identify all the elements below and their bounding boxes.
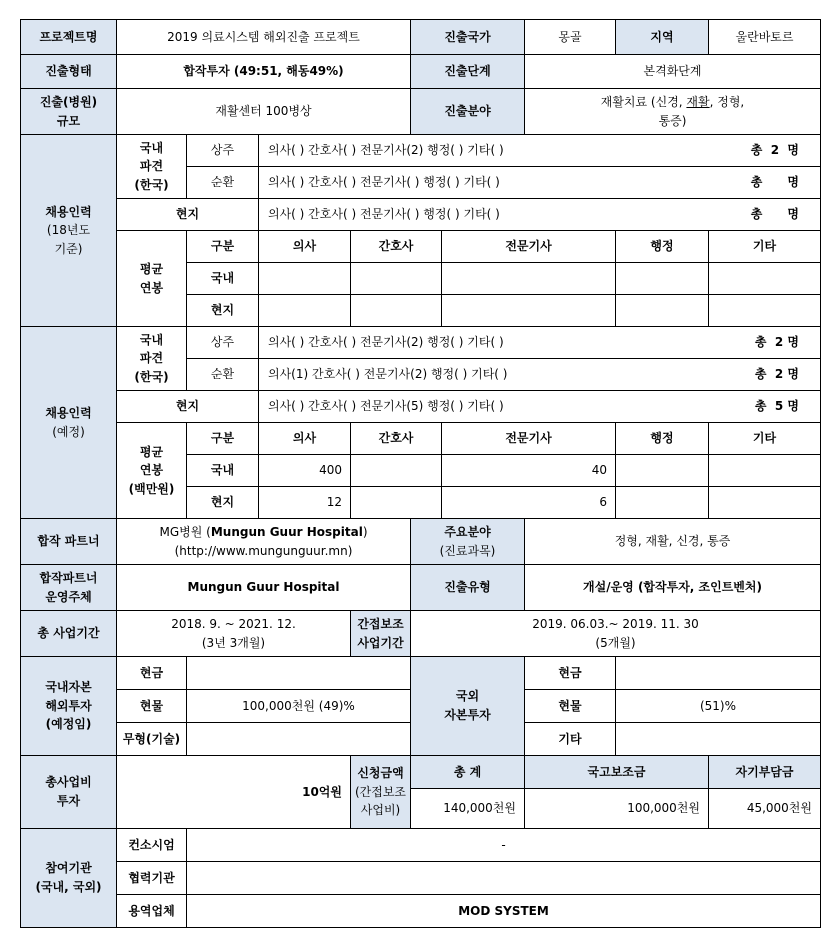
recruit-2018-local-nurse: [351, 295, 442, 327]
recruit-plan-local-doctor: 12: [259, 487, 351, 519]
recruit-plan-resident-row: [259, 327, 821, 359]
domestic-capital-label-3: (예정임): [45, 717, 92, 732]
entry-field-text-2: , 정형,: [709, 94, 745, 109]
recruit-2018-local-doctor: [259, 295, 351, 327]
recruit-2018-label-3: 기준): [54, 241, 83, 256]
recruit-plan-local-admin: [616, 487, 709, 519]
recruit-plan-local-other: [709, 487, 821, 519]
recruit-plan-local-label: 현지: [117, 391, 259, 423]
service-vendor-value: MOD SYSTEM: [187, 895, 821, 928]
recruit-plan-label: [21, 327, 117, 519]
budget-self-value: 45,000천원: [709, 789, 821, 829]
recruit-2018-dispatch-2: 파견: [139, 159, 164, 174]
recruit-2018-resident-row: [259, 135, 821, 167]
recruit-2018-header-doctor: 의사: [259, 231, 351, 263]
total-period-duration: (3년 3개월): [201, 635, 266, 650]
consortium-value: -: [187, 829, 821, 862]
recruit-plan-domestic-other: [709, 455, 821, 487]
recruit-plan-local-text: 의사( ) 간호사( ) 전문기사(5) 행정( ) 기타( ): [268, 399, 504, 414]
foreign-other-label: 기타: [525, 723, 616, 756]
foreign-capital-label-1: 국외: [455, 689, 480, 704]
recruit-2018-row-domestic: 국내: [187, 263, 259, 295]
main-field-label-2: (진료과목): [439, 543, 496, 558]
recruit-plan-local-row: [259, 391, 821, 423]
recruit-2018-local-text: 의사( ) 간호사( ) 전문기사( ) 행정( ) 기타( ): [268, 207, 500, 222]
recruit-2018-salary-2: 연봉: [139, 280, 164, 295]
budget-header-total: 총 계: [411, 756, 525, 789]
indirect-period-label-1: 간접보조: [357, 616, 404, 631]
project-name-label: 프로젝트명: [21, 20, 117, 55]
operator-label-2: 운영주체: [45, 589, 92, 604]
entry-field-label: 진출분야: [411, 89, 525, 135]
total-period-range: 2018. 9. ~ 2021. 12.: [171, 616, 296, 631]
main-field-value: 정형, 재활, 신경, 통증: [525, 519, 821, 565]
recruit-2018-rotation-total: 총 명: [750, 175, 799, 190]
recruit-plan-dispatch-3: (한국): [134, 369, 169, 384]
foreign-cash-label: 현금: [525, 657, 616, 690]
service-vendor-label: 용역업체: [117, 895, 187, 928]
cooperating-org-label: 협력기관: [117, 862, 187, 895]
entry-field-text-3: 통증): [658, 113, 687, 128]
domestic-kind-label: 현물: [117, 690, 187, 723]
recruit-plan-domestic-doctor: 400: [259, 455, 351, 487]
operator-label: [21, 565, 117, 611]
recruit-2018-local-row: [259, 199, 821, 231]
foreign-other-value: [616, 723, 821, 756]
total-budget-label-1: 총사업비: [45, 775, 92, 790]
recruit-2018-header-other: 기타: [709, 231, 821, 263]
budget-header-self: 자기부담금: [709, 756, 821, 789]
region-value: 울란바토르: [709, 20, 821, 55]
total-period-value: [117, 611, 351, 657]
partner-name-english: Mungun Guur Hospital: [210, 524, 363, 539]
entry-stage-value: 본격화단계: [525, 55, 821, 89]
recruit-2018-domestic-other: [709, 263, 821, 295]
recruit-plan-local-total: 총 5 명: [754, 399, 799, 414]
operator-label-1: 합작파트너: [39, 570, 98, 585]
recruit-2018-rotation-label: 순환: [187, 167, 259, 199]
recruit-plan-resident-text: 의사( ) 간호사( ) 전문기사(2) 행정( ) 기타( ): [268, 335, 504, 350]
recruit-plan-dispatch-1: 국내: [139, 332, 164, 347]
recruit-plan-rotation-row: [259, 359, 821, 391]
recruit-plan-rotation-label: 순환: [187, 359, 259, 391]
indirect-period-duration: (5개월): [595, 635, 636, 650]
cooperating-org-value: [187, 862, 821, 895]
recruit-2018-label-2: (18년도: [46, 223, 91, 238]
recruit-2018-header-admin: 행정: [616, 231, 709, 263]
recruit-2018-dispatch-label: [117, 135, 187, 199]
budget-total-value: 140,000천원: [411, 789, 525, 829]
recruit-2018-local-other: [709, 295, 821, 327]
project-info-form: [20, 19, 821, 928]
hospital-scale-value: 재활센터 100병상: [117, 89, 411, 135]
main-field-label-1: 주요분야: [444, 524, 491, 539]
apply-amount-label: [351, 756, 411, 829]
foreign-cash-value: [616, 657, 821, 690]
entry-type-value: 합작투자 (49:51, 해동49%): [117, 55, 411, 89]
recruit-plan-header-other: 기타: [709, 423, 821, 455]
recruit-2018-domestic-nurse: [351, 263, 442, 295]
partner-label: 합작 파트너: [21, 519, 117, 565]
recruit-plan-salary-1: 평균: [139, 444, 164, 459]
recruit-2018-resident-text: 의사( ) 간호사( ) 전문기사(2) 행정( ) 기타( ): [268, 143, 504, 158]
recruit-2018-domestic-engineer: [442, 263, 616, 295]
domestic-kind-value: 100,000천원 (49)%: [187, 690, 411, 723]
main-field-label: [411, 519, 525, 565]
recruit-plan-row-domestic: 국내: [187, 455, 259, 487]
recruit-2018-rotation-text: 의사( ) 간호사( ) 전문기사( ) 행정( ) 기타( ): [268, 175, 500, 190]
recruit-plan-rotation-text: 의사(1) 간호사( ) 전문기사(2) 행정( ) 기타( ): [268, 367, 508, 382]
consortium-label: 컨소시엄: [117, 829, 187, 862]
recruit-2018-domestic-doctor: [259, 263, 351, 295]
participants-label: [21, 829, 117, 928]
indirect-period-range: 2019. 06.03.~ 2019. 11. 30: [532, 616, 699, 631]
recruit-plan-domestic-admin: [616, 455, 709, 487]
recruit-plan-local-nurse: [351, 487, 442, 519]
recruit-2018-local-engineer: [442, 295, 616, 327]
target-country-label: 진출국가: [411, 20, 525, 55]
partner-value: [117, 519, 411, 565]
apply-amount-label-2: (간접보조: [354, 784, 407, 799]
entry-stage-label: 진출단계: [411, 55, 525, 89]
recruit-2018-salary-label: [117, 231, 187, 327]
recruit-2018-local-label: 현지: [117, 199, 259, 231]
recruit-plan-label-1: 채용인력: [45, 405, 92, 420]
recruit-2018-resident-total: 총 2 명: [750, 143, 799, 158]
foreign-kind-label: 현물: [525, 690, 616, 723]
recruit-2018-row-local: 현지: [187, 295, 259, 327]
total-budget-label-2: 투자: [56, 794, 81, 808]
entry-field-value: [525, 89, 821, 135]
recruit-plan-header-category: 구분: [187, 423, 259, 455]
partner-name-suffix: ): [362, 524, 368, 539]
recruit-plan-header-nurse: 간호사: [351, 423, 442, 455]
indirect-period-label-2: 사업기간: [357, 635, 404, 650]
recruit-plan-salary-2: 연봉: [139, 463, 164, 478]
recruit-2018-local-admin: [616, 295, 709, 327]
recruit-2018-dispatch-3: (한국): [134, 177, 169, 192]
recruit-2018-header-nurse: 간호사: [351, 231, 442, 263]
recruit-plan-header-engineer: 전문기사: [442, 423, 616, 455]
total-period-label: 총 사업기간: [21, 611, 117, 657]
domestic-intangible-value: [187, 723, 411, 756]
recruit-2018-salary-1: 평균: [139, 261, 164, 276]
partner-name-prefix: MG병원 (: [159, 524, 211, 539]
entry-model-value: 개설/운영 (합작투자, 조인트벤처): [525, 565, 821, 611]
total-budget-value: 10억원: [117, 756, 351, 829]
recruit-plan-salary-label: [117, 423, 187, 519]
recruit-2018-domestic-admin: [616, 263, 709, 295]
recruit-2018-local-total: 총 명: [750, 207, 799, 222]
entry-model-label: 진출유형: [411, 565, 525, 611]
recruit-2018-rotation-row: [259, 167, 821, 199]
recruit-plan-local-engineer: 6: [442, 487, 616, 519]
entry-field-underlined: 재활: [686, 94, 710, 109]
apply-amount-label-3: 사업비): [360, 803, 401, 818]
recruit-plan-row-local: 현지: [187, 487, 259, 519]
foreign-kind-value: (51)%: [616, 690, 821, 723]
recruit-2018-header-engineer: 전문기사: [442, 231, 616, 263]
recruit-plan-rotation-total: 총 2 명: [754, 367, 799, 382]
target-country-value: 몽골: [525, 20, 616, 55]
recruit-plan-domestic-engineer: 40: [442, 455, 616, 487]
recruit-2018-label-1: 채용인력: [45, 204, 92, 219]
apply-amount-label-1: 신청금액: [357, 766, 404, 781]
entry-type-label: 진출형태: [21, 55, 117, 89]
recruit-2018-dispatch-1: 국내: [139, 140, 164, 155]
operator-value: Mungun Guur Hospital: [117, 565, 411, 611]
recruit-2018-header-category: 구분: [187, 231, 259, 263]
total-budget-label: [21, 756, 117, 829]
participants-label-1: 참여기관: [45, 861, 92, 876]
indirect-period-label: [351, 611, 411, 657]
recruit-plan-dispatch-2: 파견: [139, 351, 164, 366]
domestic-cash-value: [187, 657, 411, 690]
recruit-plan-resident-label: 상주: [187, 327, 259, 359]
entry-field-text-1: 재활치료 (신경,: [600, 94, 687, 109]
recruit-plan-header-doctor: 의사: [259, 423, 351, 455]
hospital-scale-label-2: 규모: [56, 113, 81, 128]
recruit-plan-resident-total: 총 2 명: [754, 335, 799, 350]
participants-label-2: (국내, 국외): [35, 880, 102, 894]
foreign-capital-label-2: 자본투자: [444, 708, 491, 722]
project-name-value: 2019 의료시스템 해외진출 프로젝트: [117, 20, 411, 55]
foreign-capital-label: [411, 657, 525, 756]
partner-url: (http://www.mungunguur.mn): [174, 543, 353, 558]
recruit-plan-salary-3: (백만원): [128, 481, 175, 496]
recruit-2018-resident-label: 상주: [187, 135, 259, 167]
region-label: 지역: [616, 20, 709, 55]
budget-gov-value: 100,000천원: [525, 789, 709, 829]
indirect-period-value: [411, 611, 821, 657]
recruit-2018-label: [21, 135, 117, 327]
recruit-plan-dispatch-label: [117, 327, 187, 391]
domestic-intangible-label: 무형(기술): [117, 723, 187, 756]
hospital-scale-label: [21, 89, 117, 135]
domestic-cash-label: 현금: [117, 657, 187, 690]
recruit-plan-header-admin: 행정: [616, 423, 709, 455]
domestic-capital-label-1: 국내자본: [45, 680, 92, 695]
budget-header-gov: 국고보조금: [525, 756, 709, 789]
hospital-scale-label-1: 진출(병원): [39, 94, 98, 109]
domestic-capital-label-2: 해외투자: [45, 698, 92, 713]
recruit-plan-label-2: (예정): [52, 424, 85, 439]
recruit-plan-domestic-nurse: [351, 455, 442, 487]
domestic-capital-label: [21, 657, 117, 756]
